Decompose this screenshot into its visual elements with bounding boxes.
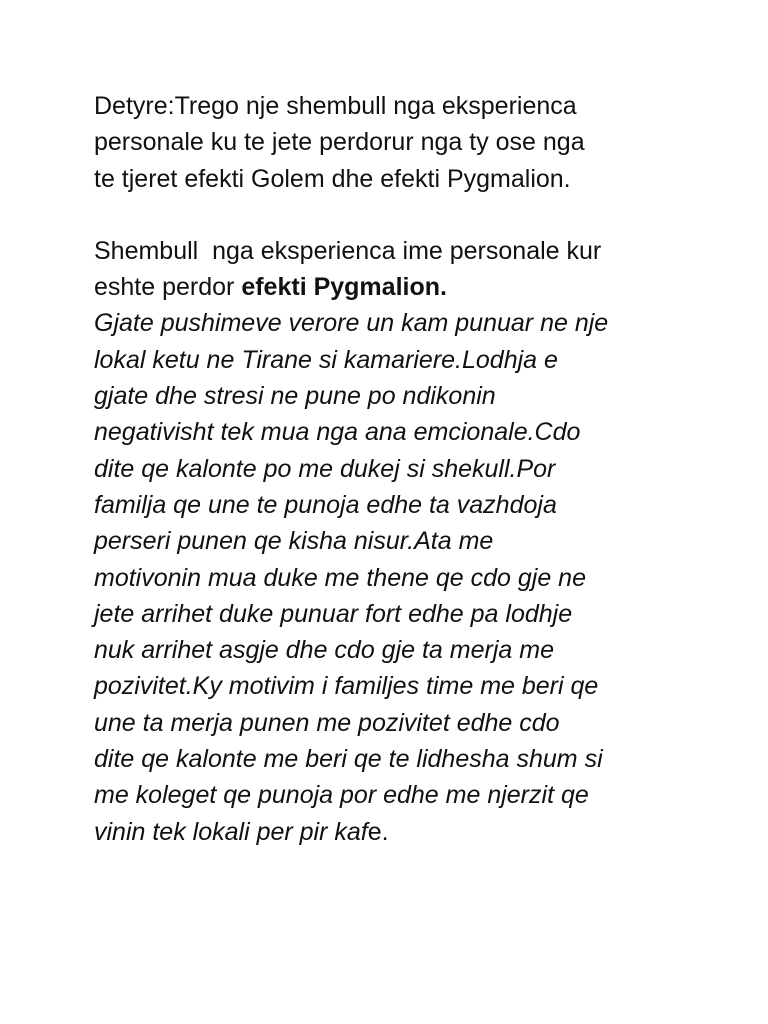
- task-line-2: personale ku te jete perdorur nga ty ose nga: [94, 128, 585, 157]
- story-line: lokal ketu ne Tirane si kamariere.Lodhja e: [94, 345, 558, 374]
- task-line-1: Detyre:Trego nje shembull nga eksperienca: [94, 92, 577, 120]
- task-paragraph: [94, 88, 694, 197]
- story-line: me koleget qe punoja por edhe me njerzit qe: [94, 781, 589, 810]
- example-heading-line-1: Shembull nga eksperienca ime personale kur: [94, 236, 602, 265]
- story-last-line-italic: vinin tek lokali per pir kaf: [94, 817, 368, 846]
- paragraph-spacer: [94, 197, 694, 233]
- story-paragraph: [94, 305, 694, 849]
- example-heading-line-2: [94, 269, 694, 305]
- example-heading-prefix: eshte perdor: [94, 273, 242, 302]
- story-line: dite qe kalonte me beri qe te lidhesha shum si: [94, 745, 603, 774]
- story-line: perseri punen qe kisha nisur.Ata me: [94, 527, 494, 556]
- example-heading: [94, 233, 694, 306]
- story-line: negativisht tek mua nga ana emcionale.Cdo: [94, 418, 581, 447]
- story-line: une ta merja punen me pozivitet edhe cdo: [94, 708, 560, 737]
- story-last-line: [94, 814, 694, 850]
- story-line: nuk arrihet asgje dhe cdo gje ta merja me: [94, 636, 554, 665]
- story-line: familja qe une te punoja edhe ta vazhdoja: [94, 490, 557, 519]
- pygmalion-effect-term: efekti Pygmalion.: [241, 273, 447, 302]
- story-line: dite qe kalonte po me dukej si shekull.Por: [94, 454, 556, 483]
- document-page: [94, 88, 694, 850]
- story-line: pozivitet.Ky motivim i familjes time me beri qe: [94, 672, 599, 701]
- story-line: motivonin mua duke me thene qe cdo gje ne: [94, 563, 586, 592]
- story-line: jete arrihet duke punuar fort edhe pa lodhje: [94, 599, 573, 628]
- story-last-line-upright: e.: [367, 817, 389, 846]
- story-line: gjate dhe stresi ne pune po ndikonin: [94, 382, 496, 411]
- task-line-3: te tjeret efekti Golem dhe efekti Pygmalion.: [94, 164, 571, 193]
- story-line: Gjate pushimeve verore un kam punuar ne nje: [94, 309, 609, 338]
